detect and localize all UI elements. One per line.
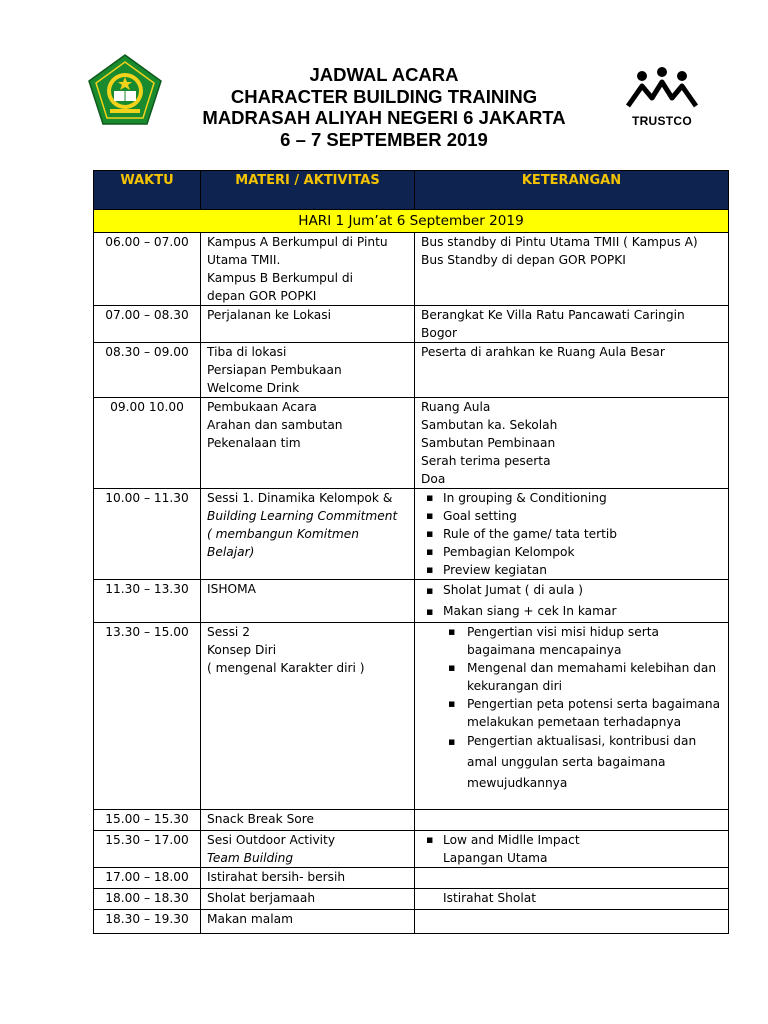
- notes-line: Doa: [421, 472, 446, 486]
- activity-line: Konsep Diri: [207, 643, 277, 657]
- bullet-item: ▪ Goal setting: [443, 507, 722, 525]
- table-header-row: [94, 171, 729, 210]
- notes-cell: [415, 489, 729, 580]
- time-cell: 10.00 – 11.30: [94, 489, 201, 580]
- activity-cell: [201, 910, 415, 934]
- activity-line-italic: Team Building: [207, 851, 294, 865]
- activity-line: Kampus B Berkumpul di: [207, 271, 354, 285]
- title-line-1: JADWAL ACARA: [309, 64, 459, 85]
- table-row: [94, 343, 729, 398]
- activity-line: Persiapan Pembukaan: [207, 363, 342, 377]
- table-row: [94, 889, 729, 910]
- title-line-3: MADRASAH ALIYAH NEGERI 6 JAKARTA: [202, 107, 566, 128]
- activity-line: Makan malam: [207, 912, 293, 926]
- bullet-list: [421, 623, 722, 794]
- bullet-list: [421, 580, 722, 622]
- time-cell: 18.00 – 18.30: [94, 889, 201, 910]
- bullet-list: [421, 489, 722, 579]
- activity-line: ( mengenal Karakter diri ): [207, 661, 365, 675]
- activity-cell: [201, 343, 415, 398]
- table-row: [94, 910, 729, 934]
- time-cell: 08.30 – 09.00: [94, 343, 201, 398]
- bullet-item: ▪ Makan siang + cek In kamar: [443, 601, 722, 622]
- activity-line-italic: Building Learning Commitment: [207, 509, 398, 523]
- table-row: [94, 398, 729, 489]
- notes-line: Lapangan Utama: [443, 851, 548, 865]
- activity-cell: [201, 580, 415, 623]
- bullet-item: ▪ Mengenal dan memahami kelebihan dan kekurangan diri: [467, 659, 722, 695]
- trustco-logo: [622, 64, 702, 134]
- notes-line: Bus standby di Pintu Utama TMII ( Kampus A): [421, 235, 698, 249]
- bullet-item: ▪ Pengertian aktualisasi, kontribusi dan amal unggulan serta bagaimana mewujudkannya: [467, 731, 722, 794]
- activity-line-italic: Belajar): [207, 545, 255, 559]
- trustco-logo-text: TRUSTCO: [631, 114, 693, 128]
- bullet-item: ▪ Sholat Jumat ( di aula ): [443, 580, 722, 601]
- bullet-item: ▪ In grouping & Conditioning: [443, 489, 722, 507]
- activity-cell: [201, 398, 415, 489]
- activity-line: Arahan dan sambutan: [207, 418, 343, 432]
- activity-line: Sholat berjamaah: [207, 891, 316, 905]
- bullet-item: ▪ Low and Midlle Impact: [443, 831, 722, 849]
- activity-cell: [201, 489, 415, 580]
- time-cell: 06.00 – 07.00: [94, 233, 201, 306]
- notes-line: Bogor: [421, 326, 458, 340]
- activity-line: Utama TMII.: [207, 253, 281, 267]
- bullet-item: ▪ Pengertian visi misi hidup serta bagaimana mencapainya: [467, 623, 722, 659]
- notes-cell: [415, 233, 729, 306]
- bullet-list: [421, 831, 722, 849]
- activity-cell: [201, 233, 415, 306]
- notes-line: Bus Standby di depan GOR POPKI: [421, 253, 626, 267]
- notes-cell: [415, 580, 729, 623]
- activity-line: depan GOR POPKI: [207, 289, 317, 303]
- notes-cell: [415, 398, 729, 489]
- day-row: [94, 210, 729, 233]
- time-cell: 13.30 – 15.00: [94, 623, 201, 810]
- day-label: HARI 1 Jum’at 6 September 2019: [94, 210, 729, 233]
- table-row: [94, 233, 729, 306]
- notes-cell: [415, 868, 729, 889]
- schedule-table: [93, 170, 729, 934]
- notes-line: Ruang Aula: [421, 400, 491, 414]
- notes-line: Istirahat Sholat: [443, 891, 536, 905]
- activity-cell: [201, 831, 415, 868]
- time-cell: 17.00 – 18.00: [94, 868, 201, 889]
- notes-line: Berangkat Ke Villa Ratu Pancawati Caringin: [421, 308, 685, 322]
- column-header-materi: MATERI / AKTIVITAS: [201, 171, 415, 210]
- bullet-item: ▪ Pembagian Kelompok: [443, 543, 722, 561]
- notes-cell: [415, 889, 729, 910]
- title-line-4: 6 – 7 SEPTEMBER 2019: [280, 128, 488, 150]
- activity-line: Kampus A Berkumpul di Pintu: [207, 235, 388, 249]
- table-row: [94, 868, 729, 889]
- time-cell: 07.00 – 08.30: [94, 306, 201, 343]
- notes-cell: [415, 910, 729, 934]
- kemenag-emblem-icon: [86, 53, 164, 127]
- time-cell: 18.30 – 19.30: [94, 910, 201, 934]
- activity-cell: [201, 306, 415, 343]
- activity-cell: [201, 889, 415, 910]
- time-cell: 11.30 – 13.30: [94, 580, 201, 623]
- activity-cell: [201, 623, 415, 810]
- notes-cell: [415, 306, 729, 343]
- activity-line: Istirahat bersih- bersih: [207, 870, 346, 884]
- table-row: [94, 831, 729, 868]
- time-cell: 15.00 – 15.30: [94, 810, 201, 831]
- notes-line: Sambutan ka. Sekolah: [421, 418, 558, 432]
- table-row: [94, 623, 729, 810]
- notes-cell: [415, 623, 729, 810]
- activity-line: Pembukaan Acara: [207, 400, 317, 414]
- bullet-item: ▪ Pengertian peta potensi serta bagaimana melakukan pemetaan terhadapnya: [467, 695, 722, 731]
- table-row: [94, 306, 729, 343]
- activity-cell: [201, 810, 415, 831]
- activity-line: Pekenalaan tim: [207, 436, 301, 450]
- bullet-item: ▪ Preview kegiatan: [443, 561, 722, 579]
- activity-line: Sesi Outdoor Activity: [207, 833, 336, 847]
- column-header-keterangan: KETERANGAN: [415, 171, 729, 210]
- trustco-figures-icon: [622, 64, 702, 114]
- title-line-2: CHARACTER BUILDING TRAINING: [230, 85, 538, 107]
- column-header-waktu: WAKTU: [94, 171, 201, 210]
- notes-cell: [415, 831, 729, 868]
- activity-line: Perjalanan ke Lokasi: [207, 308, 331, 322]
- activity-line: Tiba di lokasi: [207, 345, 287, 359]
- activity-cell: [201, 868, 415, 889]
- activity-line: Sessi 1. Dinamika Kelompok &: [207, 491, 393, 505]
- time-cell: 09.00 10.00: [94, 398, 201, 489]
- table-row: [94, 580, 729, 623]
- notes-cell: [415, 810, 729, 831]
- notes-line: Sambutan Pembinaan: [421, 436, 556, 450]
- time-cell: 15.30 – 17.00: [94, 831, 201, 868]
- table-row: [94, 810, 729, 831]
- table-row: [94, 489, 729, 580]
- notes-cell: [415, 343, 729, 398]
- activity-line: ISHOMA: [207, 582, 256, 596]
- notes-line: Serah terima peserta: [421, 454, 551, 468]
- activity-line-italic: ( membangun Komitmen: [207, 527, 360, 541]
- notes-line: Peserta di arahkan ke Ruang Aula Besar: [421, 345, 665, 359]
- activity-line: Welcome Drink: [207, 381, 300, 395]
- activity-line: Snack Break Sore: [207, 812, 314, 826]
- bullet-item: ▪ Rule of the game/ tata tertib: [443, 525, 722, 543]
- activity-line: Sessi 2: [207, 625, 250, 639]
- document-title: [160, 64, 608, 150]
